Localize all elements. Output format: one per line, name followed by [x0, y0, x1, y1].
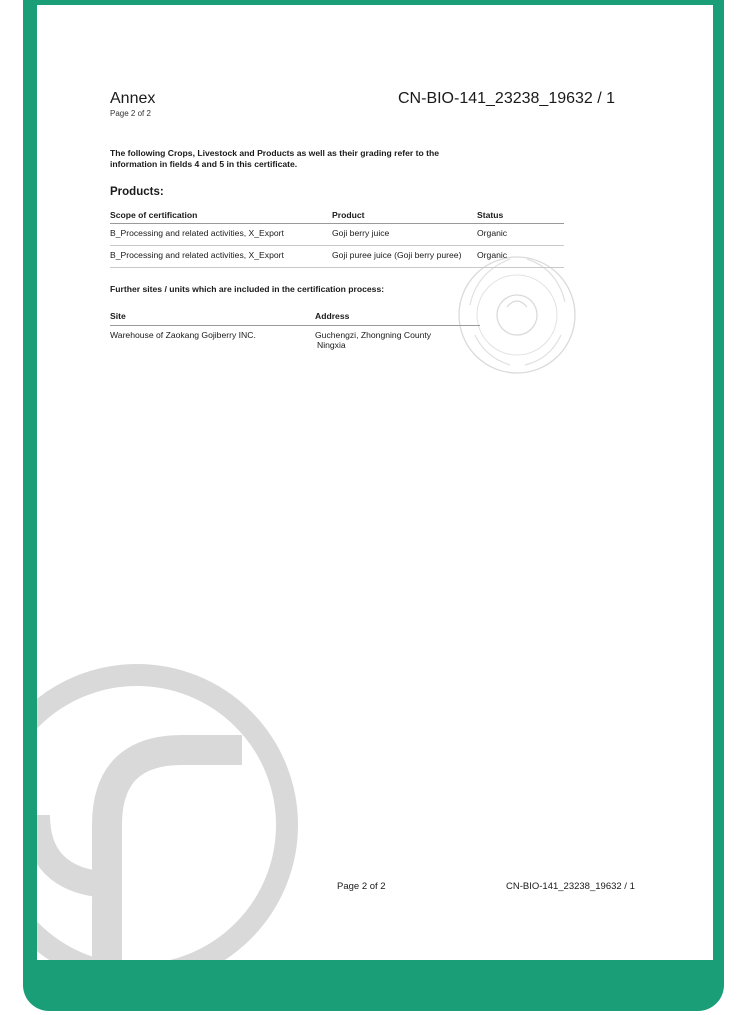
products-table [110, 206, 564, 268]
product-cell: Goji puree juice (Goji berry puree) [332, 250, 462, 260]
certificate-page [37, 5, 713, 960]
scope-cell: B_Processing and related activities, X_Export [110, 228, 284, 238]
status-cell: Organic [477, 228, 508, 238]
site-cell: Warehouse of Zaokang Gojiberry INC. [110, 330, 256, 340]
column-header-address: Address [315, 311, 350, 321]
column-header-scope: Scope of certification [110, 210, 198, 220]
footer-certificate-number: CN-BIO-141_23238_19632 / 1 [506, 881, 635, 892]
table-row [110, 246, 564, 268]
scope-cell: B_Processing and related activities, X_Export [110, 250, 284, 260]
address-line-2: Ningxia [317, 340, 346, 350]
table-header-row [110, 206, 564, 224]
table-row [110, 224, 564, 246]
further-sites-heading: Further sites / units which are included in the certification process: [110, 284, 385, 294]
table-row [110, 326, 480, 356]
table-header-row [110, 310, 480, 326]
page-subtitle: Page 2 of 2 [110, 109, 151, 118]
intro-text: The following Crops, Livestock and Products as well as their grading refer to the information in fields 4 and 5 in this certificate. [110, 148, 440, 169]
column-header-product: Product [332, 210, 365, 220]
address-line-1: Guchengzi, Zhongning County [315, 330, 432, 340]
products-heading: Products: [110, 186, 164, 198]
column-header-status: Status [477, 210, 504, 220]
column-header-site: Site [110, 311, 126, 321]
product-cell: Goji berry juice [332, 228, 390, 238]
organic-leaf-watermark-icon [37, 655, 337, 960]
sites-table [110, 310, 480, 356]
status-cell: Organic [477, 250, 508, 260]
footer-page-number: Page 2 of 2 [337, 881, 386, 892]
page-title: Annex [110, 90, 156, 107]
address-cell [315, 330, 431, 350]
certificate-number: CN-BIO-141_23238_19632 / 1 [398, 90, 616, 107]
